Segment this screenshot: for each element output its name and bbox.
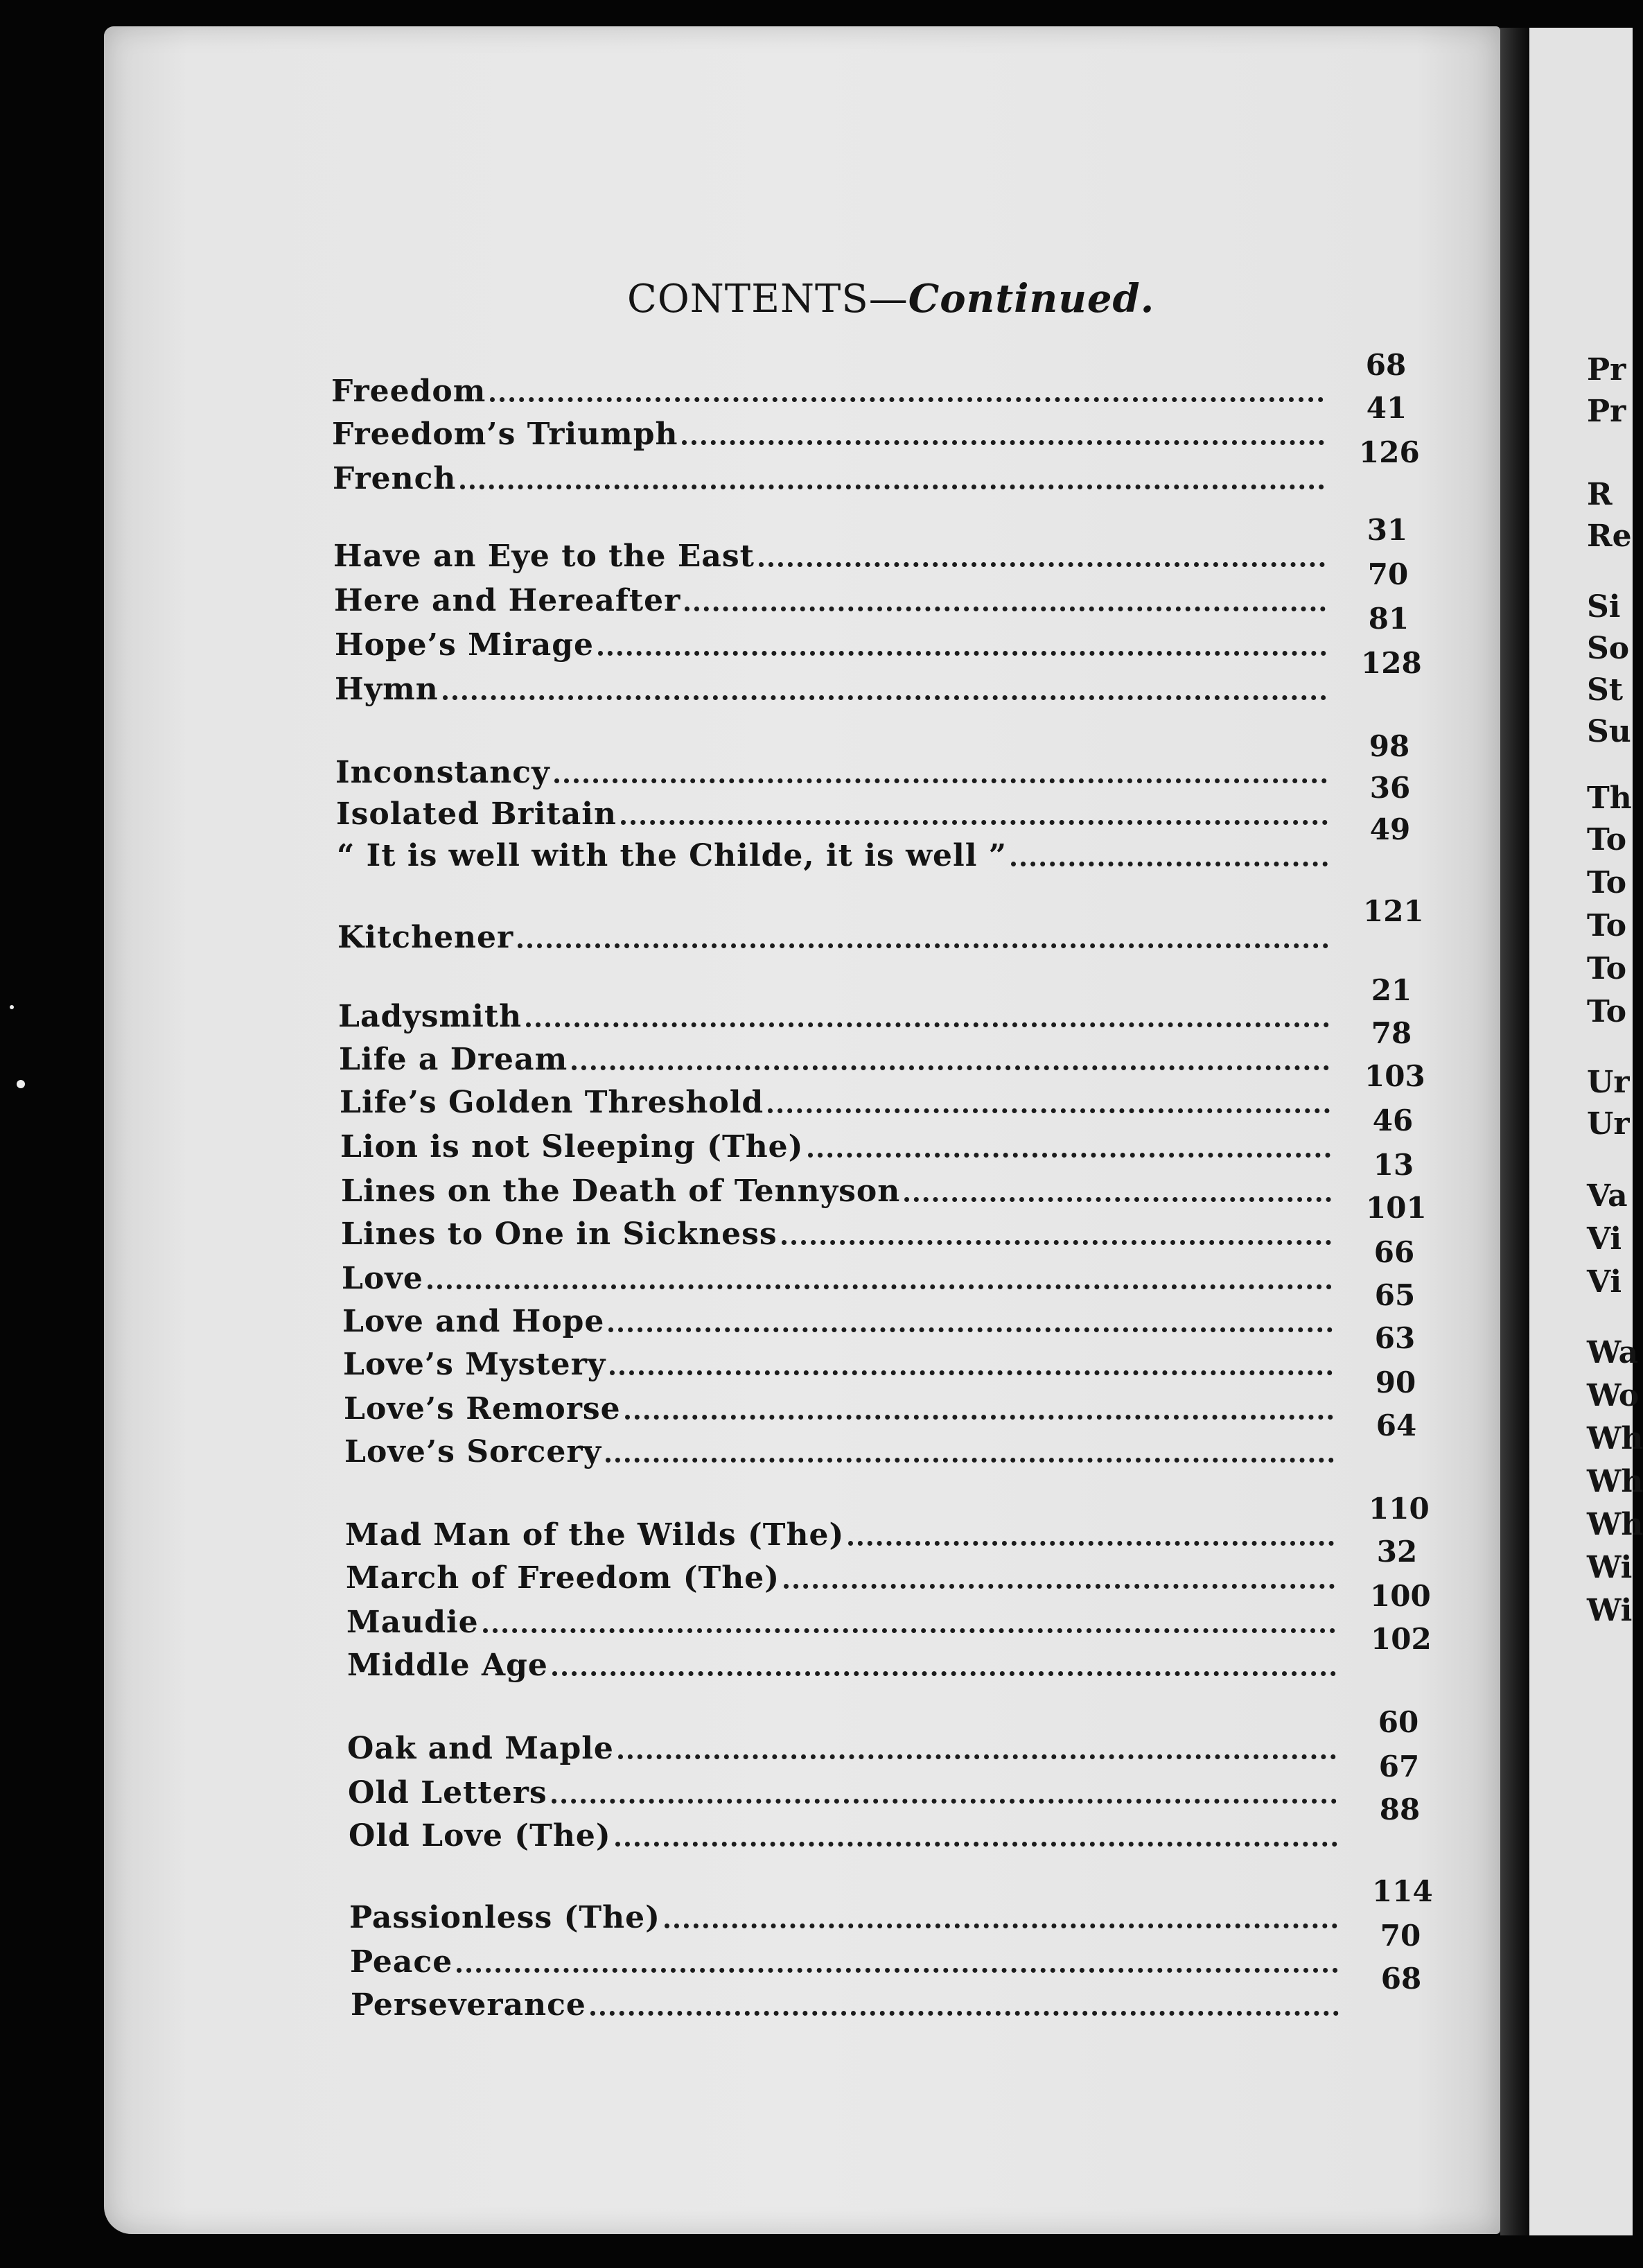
toc-dot-leader bbox=[552, 1799, 1337, 1804]
toc-entry-page: 49 bbox=[1369, 812, 1411, 846]
toc-entry-title: March of Freedom (The) bbox=[346, 1560, 780, 1596]
toc-entry-title: Here and Hereafter bbox=[334, 583, 681, 618]
right-page-entry-fragment: Wh bbox=[1587, 1421, 1643, 1456]
right-page-entry-fragment: Pr bbox=[1587, 352, 1626, 387]
toc-entry-page: 81 bbox=[1368, 602, 1409, 636]
toc-dot-leader bbox=[808, 1153, 1331, 1158]
right-page-entry-fragment: Wi bbox=[1587, 1550, 1633, 1585]
toc-entry-page: 90 bbox=[1375, 1366, 1416, 1399]
toc-entry-page: 36 bbox=[1369, 771, 1411, 805]
toc-entry-page: 128 bbox=[1361, 646, 1422, 680]
right-page-entry-fragment: To bbox=[1587, 994, 1627, 1029]
toc-entry-page: 102 bbox=[1371, 1622, 1432, 1656]
right-page-entry-fragment: R bbox=[1587, 477, 1613, 512]
toc-entry-page: 68 bbox=[1365, 348, 1407, 382]
toc-entry-title: Freedom bbox=[331, 374, 486, 409]
right-page-entry-fragment: Wo bbox=[1587, 1378, 1640, 1413]
toc-entry-title: Love bbox=[342, 1261, 423, 1296]
toc-dot-leader bbox=[443, 695, 1326, 700]
toc-entry-title: Old Love (The) bbox=[349, 1818, 611, 1853]
right-page-entry-fragment: Su bbox=[1587, 714, 1631, 749]
toc-entry-page: 65 bbox=[1374, 1278, 1416, 1312]
toc-entry-page: 21 bbox=[1371, 973, 1412, 1007]
toc-entry-title: Maudie bbox=[346, 1605, 479, 1640]
toc-entry-page: 126 bbox=[1359, 435, 1420, 469]
toc-entry-page: 63 bbox=[1374, 1321, 1416, 1355]
right-page-entry-fragment: Vi bbox=[1587, 1221, 1622, 1257]
right-page-entry-fragment: Wi bbox=[1587, 1593, 1633, 1628]
right-page-entry-fragment: Ur bbox=[1587, 1065, 1630, 1100]
toc-dot-leader bbox=[552, 1671, 1336, 1676]
toc-dot-leader bbox=[848, 1541, 1334, 1546]
toc-entry-page: 41 bbox=[1366, 391, 1407, 425]
toc-entry-page: 114 bbox=[1372, 1874, 1433, 1908]
toc-entry-title: Old Letters bbox=[348, 1775, 547, 1811]
toc-entry-title: Middle Age bbox=[347, 1648, 548, 1683]
toc-dot-leader bbox=[590, 2011, 1339, 2016]
toc-entry-title: Hope’s Mirage bbox=[335, 627, 594, 663]
toc-entry-title: Life’s Golden Threshold bbox=[340, 1085, 764, 1120]
toc-dot-leader bbox=[682, 440, 1324, 445]
right-page-entry-fragment: Si bbox=[1587, 589, 1621, 625]
toc-entry-page: 70 bbox=[1367, 557, 1409, 591]
toc-entry-page: 32 bbox=[1376, 1535, 1418, 1569]
toc-entry-page: 64 bbox=[1376, 1408, 1417, 1442]
toc-dot-leader bbox=[428, 1284, 1332, 1289]
toc-entry bbox=[332, 391, 1407, 452]
toc-entry-title: Lines on the Death of Tennyson bbox=[341, 1174, 901, 1209]
toc-entry-page: 67 bbox=[1378, 1750, 1420, 1783]
right-page-entry-fragment: Re bbox=[1587, 518, 1632, 554]
toc-dot-leader bbox=[572, 1065, 1329, 1070]
toc-entry-page: 101 bbox=[1366, 1191, 1427, 1225]
toc-dot-leader bbox=[526, 1022, 1329, 1027]
toc-dot-leader bbox=[615, 1842, 1337, 1847]
toc-entry-title: Love’s Remorse bbox=[344, 1391, 621, 1427]
toc-entry-page: 98 bbox=[1369, 729, 1410, 763]
toc-dot-leader bbox=[490, 397, 1324, 402]
right-page-entry-fragment: Wa bbox=[1587, 1335, 1639, 1370]
book-spine bbox=[1500, 28, 1529, 2235]
right-page-entry-fragment: St bbox=[1587, 672, 1624, 708]
toc-entry-title: Ladysmith bbox=[338, 999, 522, 1034]
toc-entry bbox=[351, 1962, 1422, 2023]
toc-dot-leader bbox=[1011, 862, 1328, 866]
toc-entry-page: 66 bbox=[1373, 1235, 1415, 1269]
right-page-entry-fragment: To bbox=[1587, 865, 1627, 900]
toc-entry-title: Have an Eye to the East bbox=[333, 539, 755, 574]
toc-dot-leader bbox=[554, 778, 1327, 783]
toc-dot-leader bbox=[460, 485, 1324, 489]
toc-entry-title: Love’s Mystery bbox=[343, 1347, 606, 1382]
toc-dot-leader bbox=[618, 1754, 1336, 1759]
toc-dot-leader bbox=[625, 1415, 1333, 1420]
toc-dot-leader bbox=[483, 1628, 1335, 1633]
right-page-entry-fragment: Pr bbox=[1587, 394, 1626, 429]
toc-entry-title: Peace bbox=[350, 1944, 453, 1980]
toc-entry bbox=[333, 513, 1408, 574]
toc-dot-leader bbox=[606, 1458, 1334, 1463]
toc-dot-leader bbox=[608, 1327, 1333, 1332]
toc-dot-leader bbox=[621, 820, 1328, 825]
toc-dot-leader bbox=[598, 651, 1326, 656]
toc-entry bbox=[337, 894, 1424, 955]
toc-entry-page: 78 bbox=[1371, 1016, 1412, 1050]
toc-dot-leader bbox=[610, 1370, 1333, 1375]
toc-entry-title: Mad Man of the Wilds (The) bbox=[345, 1517, 845, 1553]
toc-entry-title: Perseverance bbox=[351, 1987, 586, 2023]
toc-entry-title: Kitchener bbox=[337, 920, 514, 955]
toc-dot-leader bbox=[518, 943, 1328, 948]
toc-entry-page: 103 bbox=[1364, 1059, 1425, 1093]
toc-entry-page: 60 bbox=[1378, 1705, 1419, 1739]
toc-entry-page: 13 bbox=[1373, 1148, 1414, 1182]
toc-entry bbox=[349, 1874, 1433, 1935]
toc-entry-page: 121 bbox=[1363, 894, 1424, 928]
right-page-entry-fragment: Vi bbox=[1587, 1264, 1622, 1300]
right-page-entry-fragment: Ur bbox=[1587, 1106, 1630, 1142]
toc-entry-title: Love’s Sorcery bbox=[344, 1434, 602, 1469]
toc-dot-leader bbox=[904, 1197, 1331, 1202]
toc-entry bbox=[341, 1148, 1414, 1209]
toc-entry-page: 46 bbox=[1372, 1104, 1414, 1137]
contents-heading-main: CONTENTS— bbox=[627, 277, 908, 322]
toc-entry-title: Lion is not Sleeping (The) bbox=[340, 1129, 804, 1164]
toc-entry bbox=[335, 602, 1409, 663]
toc-entry-title: “ It is well with the Childe, it is well ” bbox=[337, 838, 1008, 873]
toc-entry bbox=[340, 1104, 1414, 1164]
toc-dot-leader bbox=[685, 607, 1326, 611]
toc-entry-page: 31 bbox=[1367, 513, 1408, 547]
right-page-entry-fragment: Th bbox=[1587, 780, 1632, 816]
contents-heading-continued: Continued. bbox=[908, 276, 1155, 322]
toc-entry-title: Inconstancy bbox=[335, 755, 550, 790]
right-page-entry-fragment: To bbox=[1587, 951, 1627, 986]
toc-entry bbox=[334, 557, 1409, 618]
toc-entry-page: 100 bbox=[1370, 1579, 1431, 1613]
right-page-entry-fragment: Wh bbox=[1587, 1464, 1643, 1499]
contents-heading bbox=[627, 276, 1154, 322]
right-page-entry-fragment: Va bbox=[1587, 1178, 1628, 1214]
toc-entry-title: Isolated Britain bbox=[336, 796, 617, 832]
toc-dot-leader bbox=[665, 1924, 1337, 1928]
toc-entry bbox=[333, 435, 1420, 496]
toc-entry-page: 88 bbox=[1379, 1792, 1421, 1826]
toc-entry-title: Oak and Maple bbox=[347, 1731, 614, 1766]
toc-entry-title: Passionless (The) bbox=[349, 1900, 660, 1935]
toc-entry-page: 110 bbox=[1369, 1492, 1430, 1526]
right-page-entry-fragment: To bbox=[1587, 908, 1627, 943]
toc-entry-page: 70 bbox=[1380, 1919, 1421, 1953]
toc-entry-title: Hymn bbox=[335, 672, 439, 707]
toc-entry bbox=[335, 646, 1422, 707]
toc-dot-leader bbox=[457, 1968, 1338, 1973]
toc-entry-title: Freedom’s Triumph bbox=[332, 417, 678, 452]
right-page-entry-fragment: Wh bbox=[1587, 1507, 1643, 1542]
toc-dot-leader bbox=[759, 562, 1325, 567]
toc-dot-leader bbox=[784, 1584, 1335, 1589]
toc-entry-title: French bbox=[333, 461, 457, 496]
toc-dot-leader bbox=[782, 1240, 1331, 1245]
right-page-entry-fragment: So bbox=[1587, 631, 1630, 666]
toc-entry-title: Love and Hope bbox=[342, 1304, 605, 1339]
page-speck bbox=[10, 1005, 14, 1009]
toc-entry-title: Lines to One in Sickness bbox=[341, 1216, 777, 1252]
toc-entry-page: 68 bbox=[1380, 1962, 1422, 1996]
toc-entry bbox=[347, 1705, 1419, 1766]
toc-entry bbox=[346, 1535, 1418, 1596]
toc-entry-title: Life a Dream bbox=[339, 1042, 568, 1077]
page-speck bbox=[17, 1080, 25, 1088]
right-page-entry-fragment: To bbox=[1587, 822, 1627, 857]
toc-dot-leader bbox=[768, 1108, 1330, 1113]
